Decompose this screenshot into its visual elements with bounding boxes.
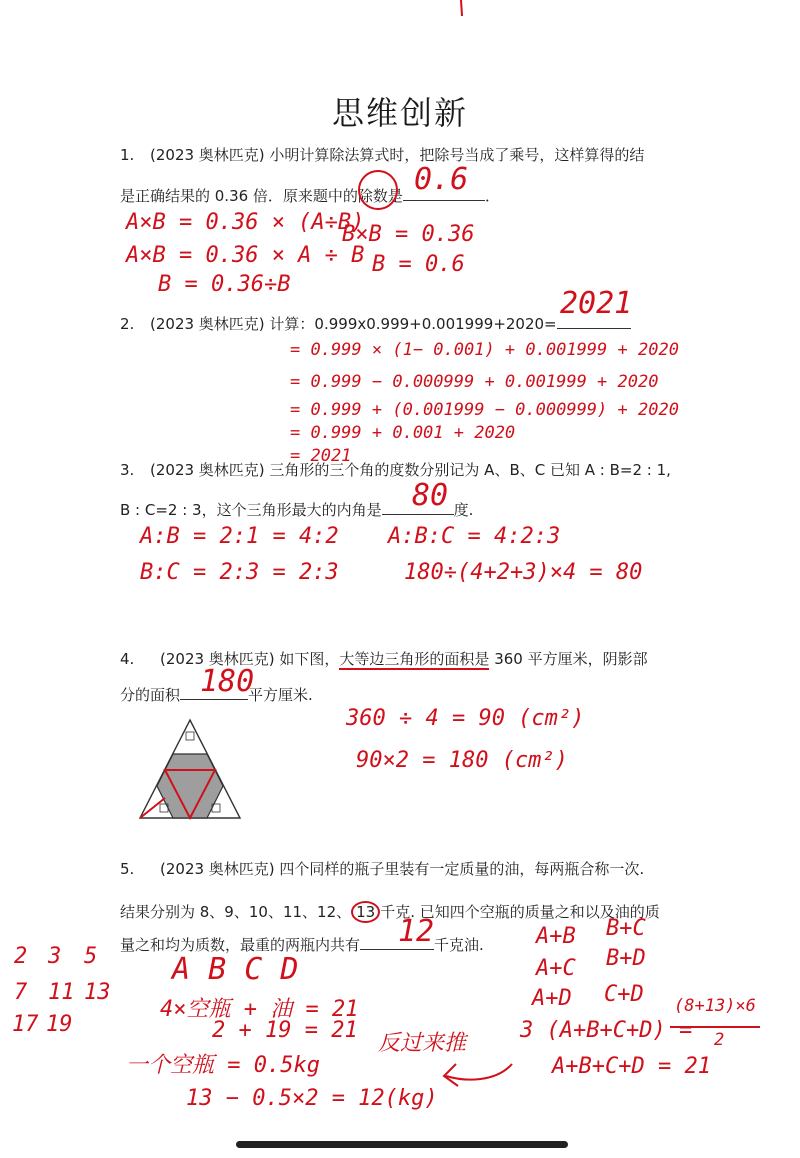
back-arrow-icon	[436, 1052, 516, 1096]
p1-work-2: A×B = 0.36 × A ÷ B	[126, 243, 365, 268]
p2-work-1: = 0.999 × (1− 0.001) + 0.001999 + 2020	[290, 340, 679, 360]
prime-1: 2	[14, 944, 28, 969]
p5-work-abcd: A B C D	[172, 952, 299, 987]
p5-circled-13: 13	[351, 901, 380, 923]
p1-work-4: B×B = 0.36	[342, 222, 475, 247]
inner-hexagon	[157, 754, 223, 818]
p4-line2: 分的面积 平方厘米.	[120, 683, 313, 705]
p5-work-2: 2 + 19 = 21	[212, 1018, 358, 1043]
p5-sum-equation: 3 (A+B+C+D) =	[520, 1018, 693, 1043]
prime-5: 11	[48, 980, 75, 1005]
p2-work-4: = 0.999 + 0.001 + 2020	[290, 423, 516, 443]
p3-work-2: B:C = 2:3 = 2:3	[140, 560, 339, 585]
pair-6: C+D	[604, 982, 644, 1007]
p1-circle-mark	[356, 168, 400, 212]
top-ink-mark	[455, 0, 467, 20]
p2-answer: 2021	[560, 286, 633, 321]
p3-answer: 80	[412, 478, 449, 513]
prime-3: 5	[84, 944, 98, 969]
p2-work-3: = 0.999 + (0.001999 − 0.000999) + 2020	[290, 400, 679, 420]
p2-work-2: = 0.999 − 0.000999 + 0.001999 + 2020	[290, 372, 659, 392]
p3-work-3: A:B:C = 4:2:3	[388, 524, 561, 549]
pair-3: A+C	[536, 956, 576, 981]
prime-7: 17	[12, 1012, 39, 1037]
prime-4: 7	[14, 980, 28, 1005]
p2-line1: 2. (2023 奥林匹克) 计算：0.999x0.999+0.001999+2020=	[120, 312, 631, 334]
p1-work-3: B = 0.36÷B	[158, 272, 291, 297]
p3-work-4: 180÷(4+2+3)×4 = 80	[404, 560, 643, 585]
p5-line2: 结果分别为 8、9、10、11、12、 13 千克. 已知四个空瓶的质量之和以及油的质	[120, 903, 660, 921]
p4-work-2: 90×2 = 180 (cm²)	[356, 748, 568, 773]
p4-underlined-text: 大等边三角形的面积是	[339, 650, 490, 668]
p5-line1: 5. (2023 奥林匹克) 四个同样的瓶子里装有一定质量的油，每两瓶合称一次.	[120, 860, 645, 878]
p5-answer: 12	[398, 914, 435, 949]
p4-answer: 180	[200, 664, 255, 699]
home-indicator[interactable]	[236, 1141, 568, 1148]
pair-1: A+B	[536, 924, 576, 949]
p5-line3: 量之和均为质数，最重的两瓶内共有 千克油.	[120, 933, 484, 955]
p5-fraction-numerator: (8+13)×6	[674, 996, 756, 1016]
p1-line1: 1. (2023 奥林匹克) 小明计算除法算式时，把除号当成了乘号，这样算得的结	[120, 146, 645, 164]
prime-8: 19	[46, 1012, 73, 1037]
p2-work-5: = 2021	[290, 446, 352, 466]
p5-work-4: 13 − 0.5×2 = 12(kg)	[186, 1086, 438, 1111]
pair-5: A+D	[532, 986, 572, 1011]
p1-answer: 0.6	[414, 162, 469, 197]
p1-work-1: A×B = 0.36 × (A÷B)	[126, 210, 365, 235]
p1-line2: 是正确结果的 0.36 倍．原来题中的除数是 ．	[120, 184, 500, 206]
p5-reverse-label: 反过来推	[378, 1031, 467, 1056]
p4-line1: 4. (2023 奥林匹克) 如下图，大等边三角形的面积是 360 平方厘米，阴影部	[120, 650, 648, 668]
pair-2: B+C	[606, 916, 646, 941]
p3-line2: B : C=2 : 3，这个三角形最大的内角是 度.	[120, 498, 473, 520]
prime-6: 13	[84, 980, 111, 1005]
p3-work-1: A:B = 2:1 = 4:2	[140, 524, 339, 549]
p4-work-1: 360 ÷ 4 = 90 (cm²)	[346, 706, 585, 731]
p3-line1: 3. (2023 奥林匹克) 三角形的三个角的度数分别记为 A、B、C 已知 A : B=2 : 1,	[120, 461, 671, 479]
p5-fraction-denominator: 2	[714, 1030, 725, 1050]
triangle-figure	[130, 718, 250, 822]
p5-sum-result: A+B+C+D = 21	[552, 1054, 711, 1079]
p5-work-1: 4×空瓶 + 油 = 21	[160, 997, 359, 1022]
page-title: 思维创新	[331, 94, 468, 132]
prime-2: 3	[48, 944, 62, 969]
pair-4: B+D	[606, 946, 646, 971]
p1-work-5: B = 0.6	[372, 252, 465, 277]
p5-work-3: 一个空瓶 = 0.5kg	[126, 1053, 320, 1078]
